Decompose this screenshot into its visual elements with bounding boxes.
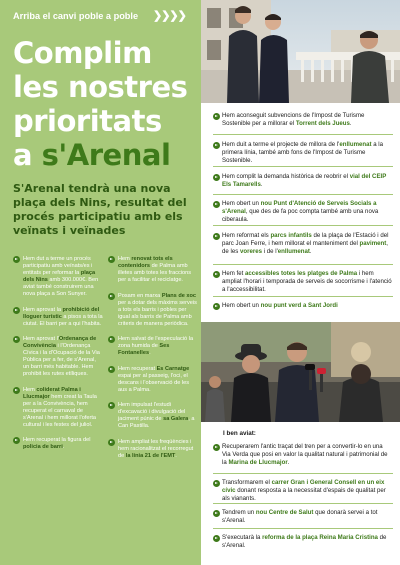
list-item: Hem duit a terme el projecte de millora de l'enllumenat a la primera línia, també amb fons de l'Impost de Turisme Sostenible. [213,141,393,165]
chevron-circle-icon [108,366,115,373]
list-item: S'executarà la reforma de la plaça Reina Maria Cristina de s'Arenal. [213,534,393,550]
right-list-7 [213,302,393,310]
list-item: Hem renovat tots els contenidors de Palma amb illetes amb totes les fraccions per a facilitar el reciclatge. [108,256,198,284]
chevron-circle-icon [213,271,220,278]
photo-press-interview [201,322,400,422]
list-item: Hem ampliat les freqüències i hem racionalitzat el recorregut de la línia 21 de l'EMT. [108,439,198,460]
kicker: Arriba el canvi poble a poble [13,11,139,21]
headline-line-1: Complim [13,36,152,70]
right-list-3 [213,173,393,189]
list-item: Hem fet accessibles totes les platges de Palma i hem ampliat l'horari i temporada de serveis de socorrisme i l'atenció a l'accessibilitat. [213,270,393,294]
list-item: Hem coliderat Palma i Llucmajor hem creat la Taula per a la Convivència, hem recuperat el carnaval de s'Arenal i hem millorat l'oferta cultural i les festes del juliol. [13,387,103,429]
headline [13,36,198,172]
list-item: Recuperarem l'antic traçat del tren per a convertir-lo en una Via Verda que posi en valor la qualitat natural i patrimonial de la Marina de Llucmajor. [213,443,393,467]
future-list-2 [213,479,393,503]
headline-place: s'Arenal [41,138,171,172]
right-list-1 [213,112,393,128]
right-list-2 [213,141,393,165]
chevron-circle-icon [213,233,220,240]
divider [213,528,393,529]
headline-a: a [13,138,42,172]
list-item: Hem recuperat Es Carnatge espai per al passeig, l'oci, el descans i l'observació de les aus a Palma. [108,366,198,394]
chevron-circle-icon [213,201,220,208]
list-item: Hem reformat els parcs infantils de la plaça de l'Estació i del parc Joan Ferre, i hem millorat el manteniment del paviment, de les voreres i de l'enllumenat. [213,232,393,256]
chevrons-icon: ❯❯❯❯ [153,10,186,22]
list-item: Hem aconseguit subvencions de l'Impost de Turisme Sostenible per a millorar el Torrent dels Jueus. [213,112,393,128]
list-item: Tendrem un nou Centre de Salut que donarà servei a tot s'Arenal. [213,509,393,525]
right-list-5 [213,232,393,256]
chevron-circle-icon [13,437,20,444]
list-item: Hem obert un nou Punt d'Atenció de Serveis Socials a s'Arenal, que des de fa poc compta també amb una nova ciberaula. [213,200,393,224]
photo-illustration [201,322,400,422]
chevron-circle-icon [213,142,220,149]
chevron-circle-icon [213,303,220,310]
list-item: Hem recuperat la figura del policia de barri. [13,437,103,451]
list-item: Posam en marxa Plans de xoc per a dotar dels màxims serveis a tots els barris i pobles per igual als barris de Palma amb criteris de manera periòdica. [108,293,198,328]
photo-politicians-street [201,0,400,103]
list-item: Hem dut a terme un procés participatiu amb veïnats/es i entitats per reformar la plaça dels Nins amb 300.000€. Ben aviat també construirem una nova plaça a Son Sunyer. [13,256,103,298]
chevron-circle-icon [213,510,220,517]
divider [213,166,393,167]
chevron-circle-icon [213,174,220,181]
chevron-circle-icon [13,307,20,314]
chevron-circle-icon [13,256,20,263]
headline-line-3: prioritats [13,104,162,138]
chevron-circle-icon [213,113,220,120]
divider [213,225,393,226]
headline-line-2: les nostres [13,70,188,104]
chevron-circle-icon [108,402,115,409]
divider [213,134,393,135]
list-item: Hem aprovat l'Ordenança de Convivència i l'Ordenança Cívica i la d'Ocupació de la Via Pública per a fer, de s'Arenal, un barri més habitable. Hem prohibit les rutes etíliques. [13,336,103,378]
chevron-circle-icon [213,535,220,542]
future-list-3 [213,509,393,525]
chevron-circle-icon [13,336,20,343]
chevron-circle-icon [213,444,220,451]
list-item: Hem impulsat l'estudi d'excavació i divulgació del jaciment púnic de sa Galera, a Can Pastilla. [108,402,198,430]
chevron-circle-icon [13,387,20,394]
chevron-circle-icon [108,336,115,343]
list-item: Hem obert un nou punt verd a Sant Jordi [213,302,393,310]
column-b [108,256,198,469]
list-item: Hem salvat de l'especulació la zona humida de Ses Fontanelles. [108,336,198,357]
column-a [13,256,103,460]
list-item: Hem aprovat la prohibició del lloguer turístic a pisos a tota la ciutat. El barri per a qui l'habita. [13,307,103,328]
divider [213,264,393,265]
list-item: Hem complit la demanda històrica de reobrir el vial del CEIP Els Tamarells. [213,173,393,189]
headline-line-4 [13,138,198,172]
divider [213,473,393,474]
right-list-6 [213,270,393,294]
chevron-circle-icon [108,256,115,263]
right-list-4 [213,200,393,224]
divider [213,194,393,195]
chevron-circle-icon [213,480,220,487]
future-list-1 [213,443,393,467]
chevron-circle-icon [108,439,115,446]
list-item: Transformarem el carrer Gran i General Consell en un eix cívic donant resposta a la necessitat d'espais de qualitat per als vianants. [213,479,393,503]
future-list-4 [213,534,393,550]
divider [213,296,393,297]
future-title: I ben aviat: [223,430,256,437]
subhead: S'Arenal tendrà una nova plaça dels Nins, resultat del procés participatiu amb els veïnats i veïnades [13,182,187,237]
photo-illustration [201,0,400,103]
chevron-circle-icon [108,293,115,300]
divider [213,503,393,504]
